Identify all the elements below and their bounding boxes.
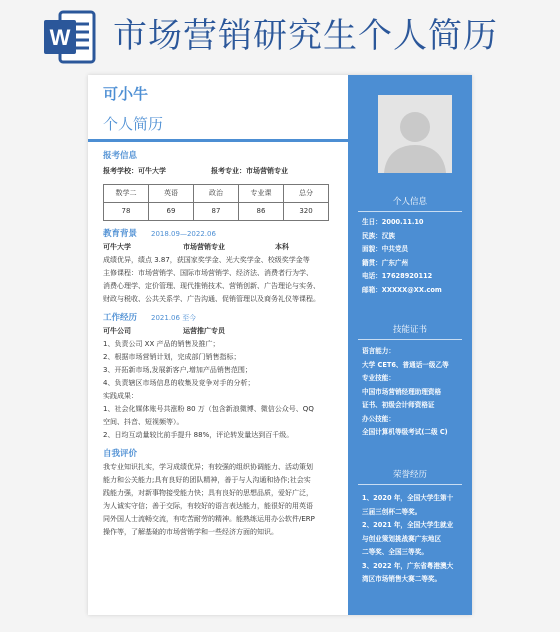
education-section-title: 教育背景	[103, 229, 138, 239]
work-company: 可牛公司	[103, 327, 131, 335]
personal-info-list	[362, 216, 466, 297]
self-eval-section-title: 自我评价	[103, 449, 138, 459]
work-row	[103, 325, 343, 338]
education-school: 可牛大学	[103, 243, 131, 251]
honors-section-title: 荣誉经历	[392, 470, 427, 480]
honor-item: 2、2021 年，全国大学生就业	[362, 521, 454, 529]
info-item: 邮箱：XXXXX@XX.com	[362, 285, 442, 294]
skill-item: 中国市场营销经理助理资格	[362, 387, 442, 396]
info-item: 面貌：中共党员	[362, 245, 409, 253]
education-section-head	[103, 227, 343, 241]
word-icon	[44, 10, 96, 64]
education-degree: 本科	[275, 243, 289, 251]
score-header: 专业课	[239, 185, 284, 203]
skill-item: 全国计算机等级考试(二级 C)	[362, 428, 448, 436]
work-line: 2、日均互动量较比前手提升 88%，评论转发量达到百千级。	[103, 431, 294, 439]
work-line: 2、根据市场营销计划，完成部门销售指标；	[103, 353, 241, 361]
honors-divider	[358, 484, 462, 485]
score-table	[103, 184, 329, 221]
self-eval-line: 操作等，了解基础的市场营销学和一些经济方面的知识。	[103, 528, 278, 536]
info-section-title: 个人信息	[392, 197, 427, 207]
self-eval-line: 同外国人士流畅交流，有吃苦耐劳的精神。能熟练运用办公软件/ERP	[103, 515, 315, 523]
honors-list	[362, 492, 466, 587]
skill-item: 专业技能：	[362, 374, 395, 382]
word-icon-letter: W	[49, 25, 71, 50]
education-line: 财政与税收、公共关系学、广告沟通、促销管理以及商务礼仪等课程。	[103, 295, 320, 303]
self-eval-line: 能力和公关能力;具有良好的团队精神，善于与人沟通和协作;社会实	[103, 476, 311, 484]
work-line: 1、负责公司 XX 产品的销售及推广；	[103, 340, 220, 348]
skill-item: 办公技能：	[362, 414, 395, 423]
avatar	[378, 95, 452, 173]
exam-school: 报考学校：可牛大学	[103, 167, 166, 175]
honor-item: 3、2022 年，广东省粤港澳大	[362, 561, 454, 570]
info-item: 生日：2000.11.10	[362, 218, 424, 226]
candidate-name: 可小牛	[103, 85, 149, 103]
honor-item: 三届三创杯二等奖。	[362, 507, 422, 516]
score-header: 政治	[194, 185, 239, 203]
score-header: 总分	[284, 185, 329, 203]
score-cell: 87	[194, 203, 239, 221]
education-period: 2018.09—2022.06	[151, 230, 216, 238]
self-eval-line: 我专业知识扎实，学习成绩优异；有较强的组织协调能力、活动策划	[103, 463, 313, 471]
honor-item: 二等奖、全国三等奖。	[362, 548, 428, 556]
info-item: 电话：17628920112	[362, 272, 433, 280]
score-cell: 320	[284, 203, 329, 221]
skills-section-title: 技能证书	[392, 325, 427, 335]
honor-item: 1、2020 年，全国大学生第十	[362, 494, 454, 502]
score-table-row	[104, 203, 329, 221]
work-line: 实践成果：	[103, 392, 138, 400]
resume-subtitle: 个人简历	[103, 115, 164, 133]
info-divider	[358, 211, 462, 212]
work-section-title: 工作经历	[103, 313, 138, 323]
resume-sidebar	[348, 75, 472, 615]
work-line: 1、社会化媒体账号共涨粉 80 万（包含新浪微博、微信公众号、QQ	[103, 405, 314, 413]
score-cell: 69	[149, 203, 194, 221]
score-cell: 78	[104, 203, 149, 221]
work-line: 3、开拓新市场,发展新客户,增加产品销售范围；	[103, 366, 252, 374]
info-item: 籍贯：广东广州	[362, 258, 409, 267]
score-table-header	[104, 185, 329, 203]
skill-item: 大学 CET6、普通话一级乙等	[362, 360, 449, 369]
skill-item: 证书、初级会计师资格证	[362, 401, 435, 409]
honor-item: 湾区市场销售大赛二等奖。	[362, 575, 442, 583]
self-eval-line: 为人诚实守信；善于交际，有较好的语言表达能力，能很好的用英语	[103, 502, 313, 510]
avatar-placeholder-icon	[378, 95, 452, 173]
education-line: 成绩优异，绩点 3.87，获国家奖学金、光大奖学金、校级奖学金等	[103, 256, 310, 264]
education-line: 消费心理学、定价管理、现代推销技术、营销创新、广告理论与实务、	[103, 282, 320, 290]
work-section-head	[103, 311, 343, 325]
education-major: 市场营销专业	[183, 243, 225, 251]
self-eval-line: 践能力强，对新事物接受能力快；具有良好的思想品质，爱好广泛，	[103, 489, 313, 497]
score-header: 数学二	[104, 185, 149, 203]
score-cell: 86	[239, 203, 284, 221]
info-item: 民族：汉族	[362, 231, 395, 240]
banner	[0, 0, 560, 70]
page-title: 市场营销研究生个人简历	[113, 16, 498, 56]
resume-sheet	[88, 75, 472, 615]
honor-item: 与创业策划挑战赛广东地区	[362, 534, 442, 543]
resume-content	[103, 149, 343, 539]
work-line: 4、负责辖区市场信息的收集及竞争对手的分析；	[103, 379, 255, 387]
exam-info-row	[103, 165, 343, 178]
skills-divider	[358, 339, 462, 340]
exam-major: 报考专业：市场营销专业	[211, 167, 288, 175]
work-line: 空间、抖音、短视频等）。	[103, 418, 184, 426]
header-divider	[88, 139, 348, 142]
education-row	[103, 241, 343, 254]
resume-main-column	[88, 75, 348, 615]
work-period: 2021.06 至今	[151, 314, 197, 322]
score-header: 英语	[149, 185, 194, 203]
skills-list	[362, 345, 466, 440]
work-position: 运营推广专员	[183, 327, 225, 335]
exam-section-title: 报考信息	[103, 151, 138, 161]
skill-item: 语言能力：	[362, 347, 395, 355]
education-line: 主修课程：市场营销学、国际市场营销学、经济法、消费者行为学、	[103, 269, 313, 277]
